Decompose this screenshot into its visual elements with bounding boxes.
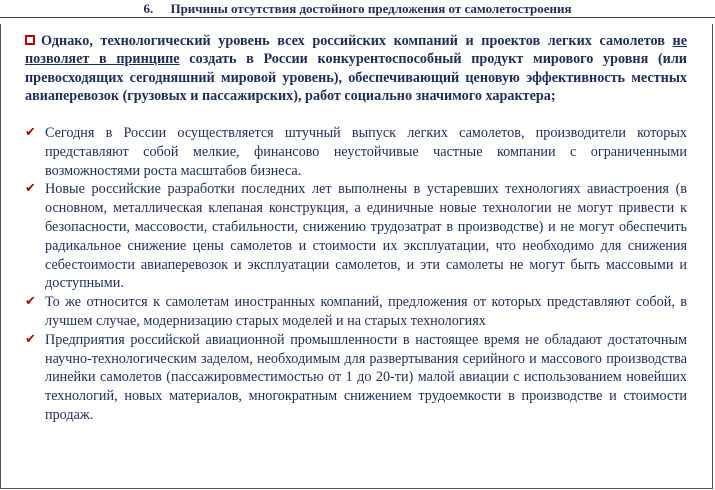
square-bullet-icon	[25, 35, 35, 45]
intro-paragraph	[25, 32, 687, 106]
bullet-item	[25, 331, 687, 425]
bullet-text: То же относится к самолетам иностранных компаний, предложения от которых представляют собой, в лучшем случае, модернизацию старых моделей и на старых технологиях	[45, 294, 687, 329]
section-number: 6.	[143, 1, 154, 16]
bullet-text: Новые российские разработки последних лет выполнены в устаревших технологиях авиастроения (в основном, металлическая клепаная конструкция, а единичные новые технологии не могут привести к безопасности, массовости, стабильности, снижению трудозатрат в производстве) и не могут обеспечить радикальное снижение цены самолетов и стоимости их эксплуатации, что необходимо для снижения себестоимости авиаперевозок и эксплуатации самолетов, и эти самолеты не могут быть массовыми и доступными.	[45, 181, 687, 292]
intro-emphasis: не позволяет в принципе	[25, 33, 687, 68]
bullet-text: Предприятия российской авиационной промышленности в настоящее время не обладают достаточным научно-технологическим заделом, необходимым для развертывания серийного и массового производства линейки самолетов (пассажировместимостью от 1 до 20-ти) малой авиации с использованием новейших технологий, новых материалов, многократным снижением трудоемкости в производстве и стоимости продаж.	[45, 331, 687, 423]
checkmark-icon: ✔	[25, 331, 36, 347]
bullet-item	[25, 293, 687, 331]
content-frame	[0, 24, 713, 489]
checkmark-icon: ✔	[25, 125, 36, 140]
bullet-item	[25, 124, 687, 180]
section-title: Причины отсутствия достойного предложения от самолетостроения	[170, 1, 572, 16]
checkmark-icon: ✔	[25, 181, 36, 197]
section-title-bar	[0, 0, 715, 18]
bullet-list	[25, 124, 687, 425]
checkmark-icon: ✔	[25, 294, 36, 310]
intro-text-before: Однако, технологический уровень всех российских компаний и проектов легких самолетов	[41, 33, 673, 49]
intro-text-after: создать в России конкурентоспособный продукт мирового уровня (или превосходящих сегодняшний мировой уровень), обеспечивающий ценовую эффективность местных авиаперевозок (грузовых и пассажирских), работ социально значимого характера;	[25, 51, 687, 105]
bullet-item	[25, 180, 687, 293]
bullet-text: Сегодня в России осуществляется штучный выпуск легких самолетов, производители которых представляют собой мелкие, финансово неустойчивые частные компании с ограниченными возможностями роста масштабов бизнеса.	[45, 125, 687, 179]
